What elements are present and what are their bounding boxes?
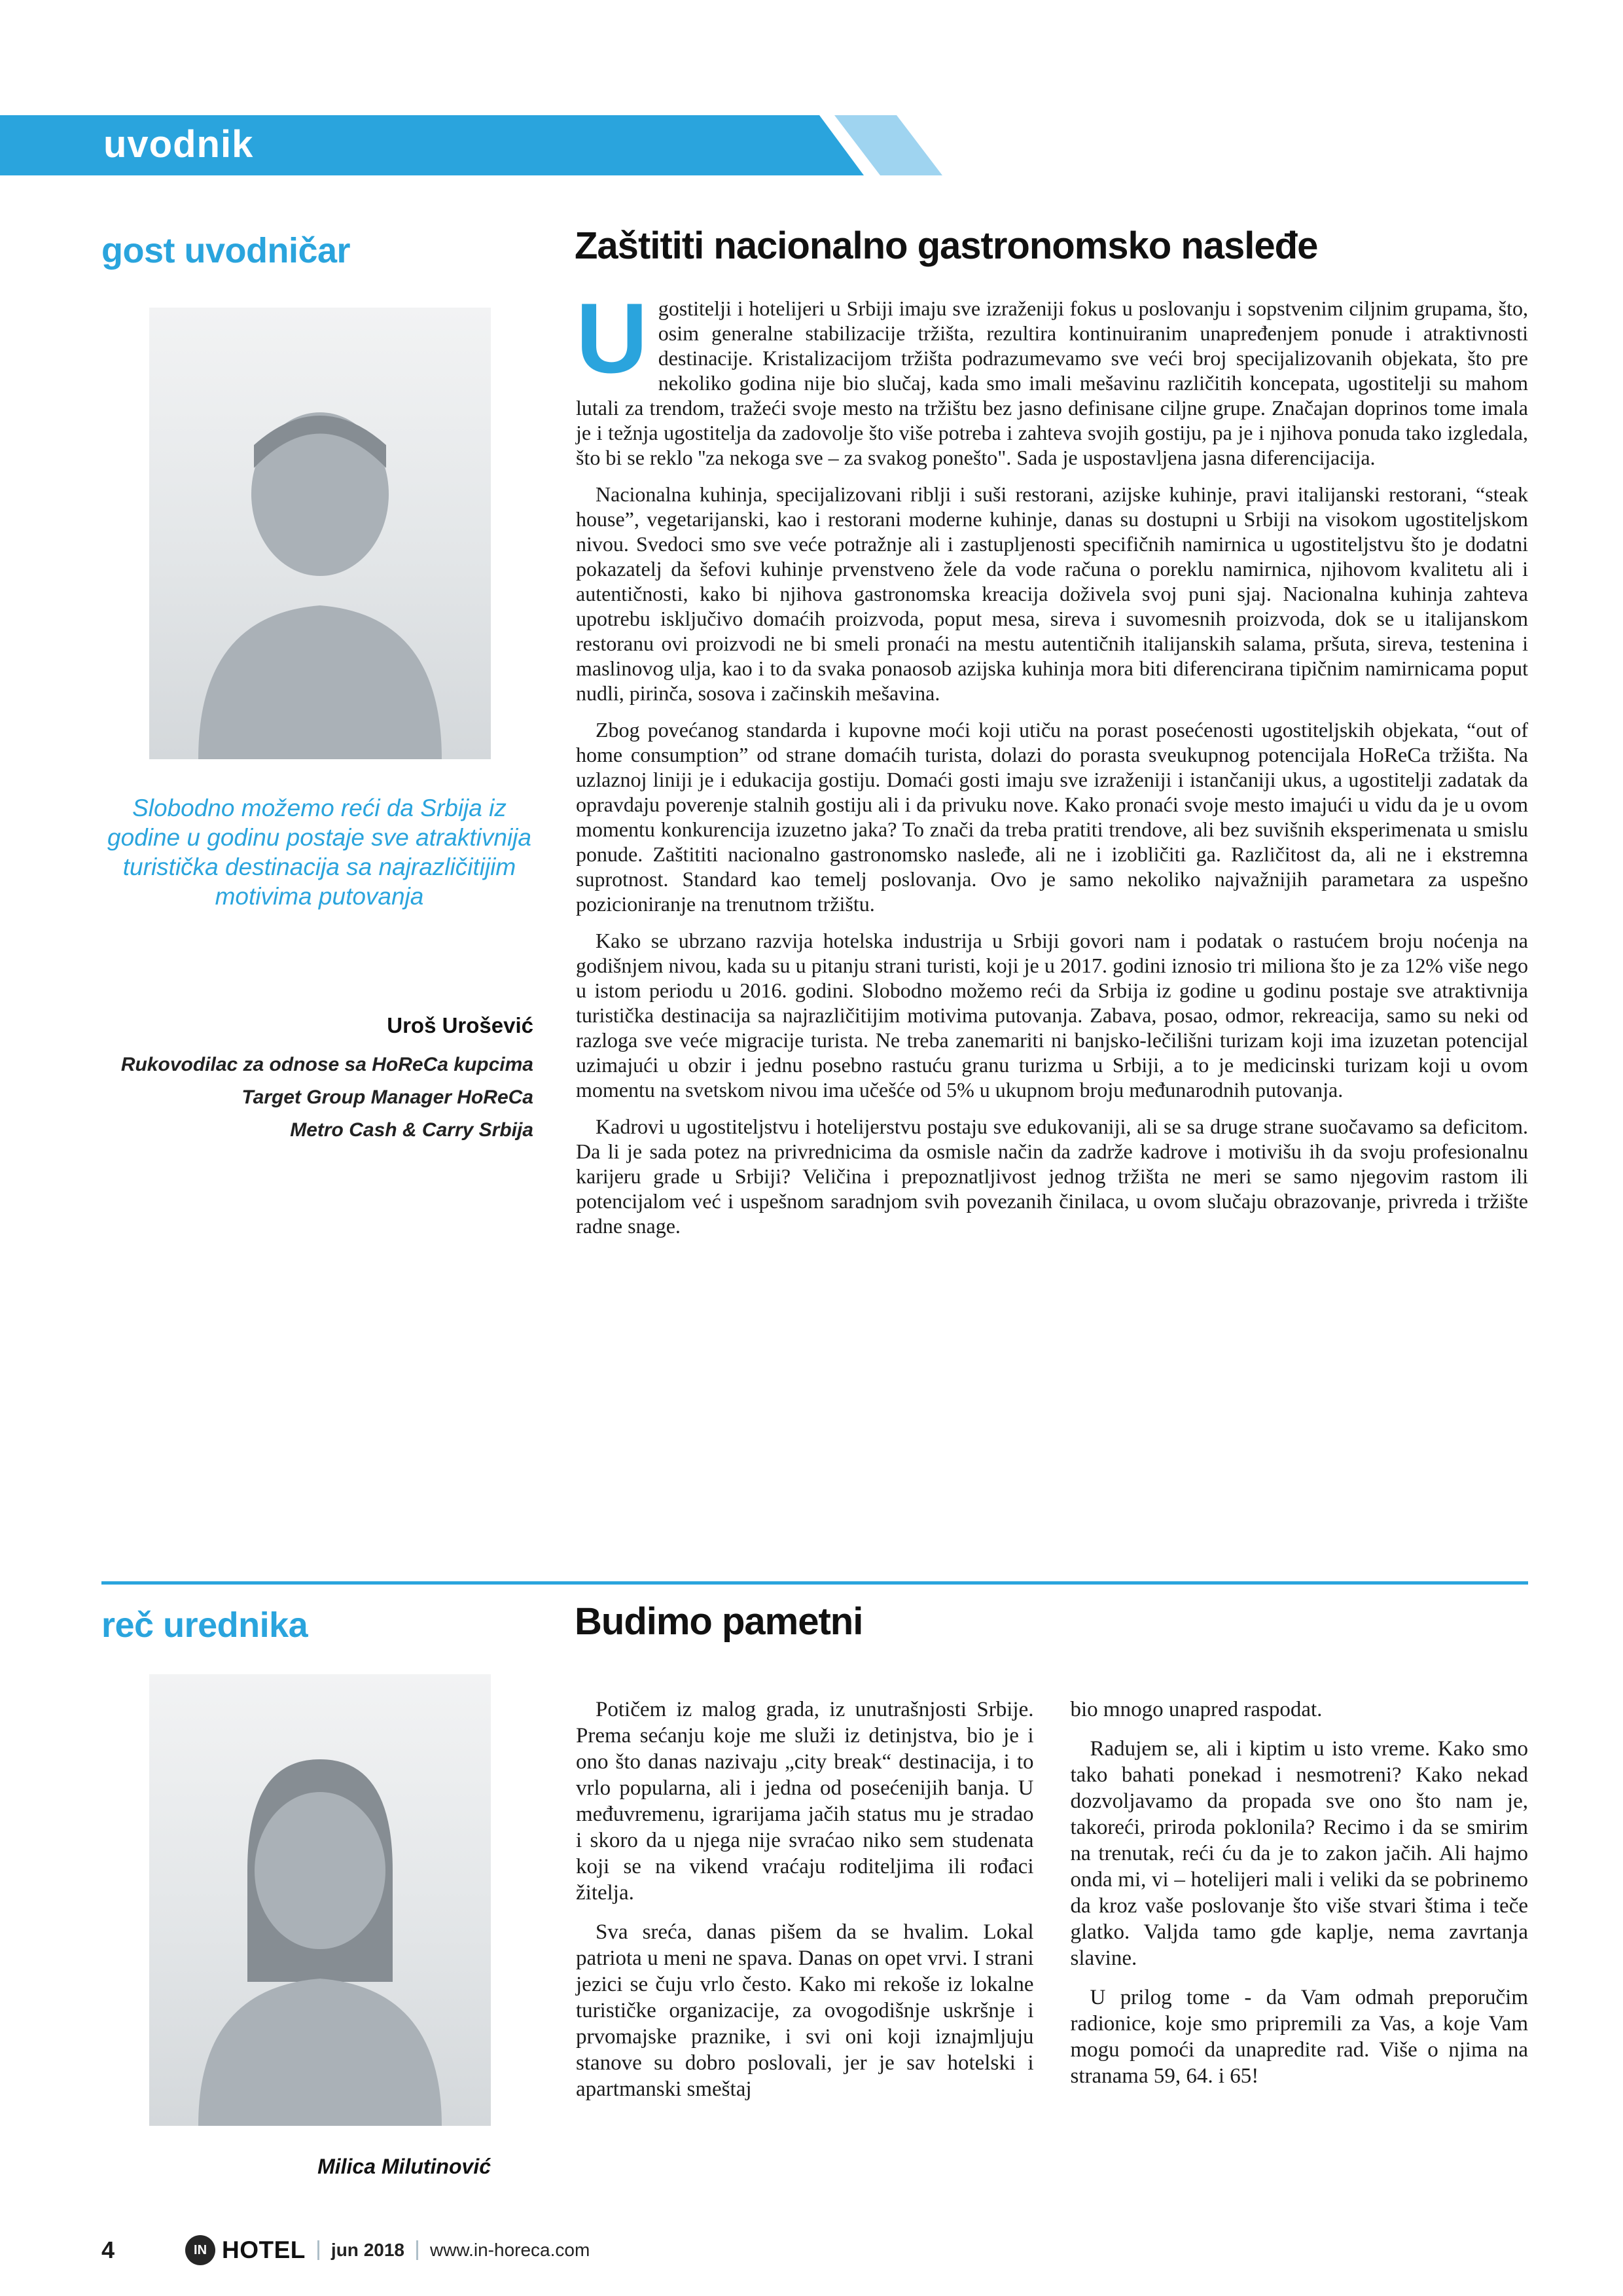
website-url: www.in-horeca.com (429, 2240, 590, 2260)
guest-article-title: Zaštititi nacionalno gastronomsko nasleđe (575, 224, 1318, 267)
guest-author-name: Uroš Urošević (387, 1013, 533, 1037)
article-paragraph-text: gostitelji i hotelijeri u Srbiji imaju sve izraženiji fokus u poslovanju i sopstvenim ciljnim grupama, što, osim generalne stabilizacije tržišta, rezultira kontinuiranim unapređenjem ponude i atraktivnosti destinacije. Kristalizacijom tržišta podrazumevamo sve veći broj specijalizovanih objekata, što pre nekoliko godina nije bio slučaj, kada smo imali mešavinu različitih koncepata, ugostitelji su mahom lutali za trendom, tražeći svoje mesto na tržištu bez jasno definisane ciljne grupe. Značajan doprinos tome imala je i težnja ugostitelja da zadovolje što više potreba i zahteva svojih gostiju, pa je i njihova ponuda tako izgledala, što bi se reklo ''za nekoga sve – za svakog ponešto". Sada je uspostavljena jasna diferencijacija. (576, 296, 1528, 469)
in-logo-text: IN (194, 2242, 207, 2257)
in-logo-icon (185, 2235, 215, 2265)
article-paragraph: bio mnogo unapred raspodat. (1070, 1698, 1323, 1721)
person-silhouette-icon (149, 308, 491, 759)
editor-author-caption: Milica Milutinović (317, 2155, 491, 2178)
dropcap-letter: U (576, 283, 648, 394)
page-footer (101, 2233, 1528, 2267)
guest-article-body (576, 283, 1528, 1250)
guest-author-role: Rukovodilac za odnose sa HoReCa kupcima (120, 1054, 533, 1075)
editor-note-kicker: reč urednika (101, 1605, 308, 1645)
editor-article-body (576, 1696, 1528, 2115)
article-paragraph: Kadrovi u ugostiteljstvu i hotelijerstvu postaju sve edukovaniji, ali se sa druge strane suočavamo sa deficitom. Da li je sada potez na privrednicima da osmisle način da zadrže kadrove i motivišu ih da svoju profesionalnu karijeru grade u Srbiji? Veličina i prepoznatljivost jednog tržišta ne meri se samo njegovim rastom ili potencijalom već i uspešnom saradnjom svih povezanih činilaca, u ovom slučaju obrazovanje, privreda i tržište radne snage. (576, 1115, 1528, 1238)
guest-author-role: Target Group Manager HoReCa (241, 1086, 533, 1108)
page-number: 4 (101, 2236, 115, 2263)
article-paragraph: Zbog povećanog standarda i kupovne moći koji utiču na porast posećenosti ugostiteljskih objekata, “out of home consumption” od strane domaćih turista, dolazi do porasta sveukupnog potencijala HoReCa tržišta. Na uzlaznoj liniji je i edukacija gostiju. Domaći gosti imaju sve izraženiji i istančaniji ukus, a ugostitelji zadatak da opravdaju poverenje stalnih gostiju ali i da privuku nove. Kako pronaći svoje mesto imajući u vidu da je u ovom momentu konkurencija izuzetno jaka? To znači da treba pratiti trendove, ali bez suvišnih eksperimenata u smislu ponude. Zaštititi nacionalno gastronomsko nasleđe, ali ne i izobličiti ga. Različitost da, ali ne i ekstremna suprotnost. Standard kao temelj poslovanja. Ovo je samo nekoliko najvažnijih parametara za uspešno pozicioniranje na trenutnom tržištu. (576, 718, 1528, 916)
footer-separator (416, 2240, 418, 2260)
person-silhouette-icon (149, 1674, 491, 2126)
in-hotel-logo (185, 2235, 306, 2265)
guest-editorial-kicker: gost uvodničar (101, 231, 351, 270)
footer-separator (317, 2240, 319, 2260)
section-divider (101, 1581, 1528, 1585)
article-paragraph: Sva sreća, danas pišem da se hvalim. Lokal patriota u meni ne spava. Danas on opet vrvi. I strani jezici se čuju vrlo često. Kako mi rekoše iz lokalne turističke organizacije, za ovogodišnje uskršnje i prvomajske praznike, i svi oni koji iznajmljuju stanove su dobro poslovali, jer je sav hotelski i apartmanski smeštaj (576, 1920, 1034, 2101)
article-paragraph: Radujem se, ali i kiptim u isto vreme. Kako smo tako bahati ponekad i nesmotreni? Kako nekad dozvoljavamo da propada sve ono što nam je, takoreći, priroda poklonila? Recimo i da se smirim na trenutak, reći ću da je to zakon jačih. Ali hajmo onda mi, vi – hotelijeri mali i veliki da se pobrinemo da kroz vaše poslovanje što više stvari štima i teče glatko. Valjda tamo gde kaplje, nema zavrtanja slavine. (1070, 1737, 1528, 1970)
editor-portrait-photo (149, 1674, 491, 2126)
editor-article-title: Budimo pametni (575, 1600, 863, 1643)
issue-date: jun 2018 (330, 2240, 404, 2260)
article-paragraph: Potičem iz malog grada, iz unutrašnjosti Srbije. Prema sećanju koje me služi iz detinjstva, bio je i ono što danas nazivaju „city break“ destinacija, i to vrlo popularna, ali i jedna od posećenijih banja. U međuvremenu, igrarijama jačih status mu je stradao i skoro da u njega nije svraćao niko sem studenata koji se na vikend vraćaju roditeljima ili rođaci žitelja. (576, 1698, 1034, 1905)
guest-author-block (101, 1013, 533, 1147)
editor-column-2 (1071, 1696, 1529, 2115)
article-paragraph (576, 283, 1528, 470)
article-paragraph: U prilog tome - da Vam odmah preporučim radionice, koje smo pripremili za Vas, a koje Vam mogu pomoći da unapredite rad. Više o njima na stranama 59, 64. i 65! (1070, 1986, 1528, 2088)
article-paragraph: Kako se ubrzano razvija hotelska industrija u Srbiji govori nam i podatak o rastućem broju noćenja na godišnjem nivou, kada su u pitanju strani turisti, koji je u 2017. godini iznosio tri miliona što je za 12% više nego u istom periodu u 2016. godini. Slobodno možemo reći da Srbija iz godine u godinu postaje sve atraktivnija turistička destinacija sa najrazličitijim motivima putovanja. Zabava, posao, odmor, rekreacija, samo su neki od razloga sve veće migracije turista. Ne treba zanemariti ni banjsko-lečilišni turizam koji ima izuzetan potencijal uzimajući u obzir i jednu posebno rastuću granu turizma u Srbiji, a to je medicinski turizam koji u ovom momentu na svetskom nivou ima učešće od 5% u ukupnom broju međunarodnih putovanja. (576, 929, 1528, 1102)
article-paragraph: Nacionalna kuhinja, specijalizovani riblji i suši restorani, azijske kuhinje, pravi italijanski restorani, “steak house”, vegetarijanski, kao i restorani moderne kuhinje, danas su dostupni u Srbiji na visokom ugostiteljskom nivou. Svedoci smo sve veće potražnje ali i zastupljenosti specifičnih namirnica u ugostiteljstvu što je dodatni pokazatelj da šefovi kuhinje prvenstveno žele da vode računa o poreklu namirnica, njihovom kvalitetu ali i autentičnosti, kako bi njihova gastronomska kreacija doživela svoj puni sjaj. Nacionalna kuhinja zahteva upotrebu isključivo domaćih proizvoda, poput mesa, sireva i suvomesnih proizvoda, dok se u italijanskom restoranu ovi proizvodi ne bi smeli pronaći na mestu autentičnih italijanskih salama, pršuta, sireva, testenina i maslinovog ulja, kao i to da svaka ponaosob azijska kuhinja mora biti diferencirana tipičnim namirnicama poput nudli, pirinča, sosova i začinskih mešavina. (576, 482, 1528, 705)
section-label: uvodnik (103, 123, 254, 166)
section-banner (0, 115, 982, 175)
guest-portrait-photo (149, 308, 491, 759)
pull-quote: Slobodno možemo reći da Srbija iz godine u godinu postaje sve atraktivnija turistička destinacija sa najrazličitijim motivima putovanja (107, 795, 531, 910)
editor-column-1 (576, 1696, 1034, 2115)
guest-author-role: Metro Cash & Carry Srbija (290, 1119, 533, 1141)
hotel-logo-text: HOTEL (222, 2236, 306, 2263)
